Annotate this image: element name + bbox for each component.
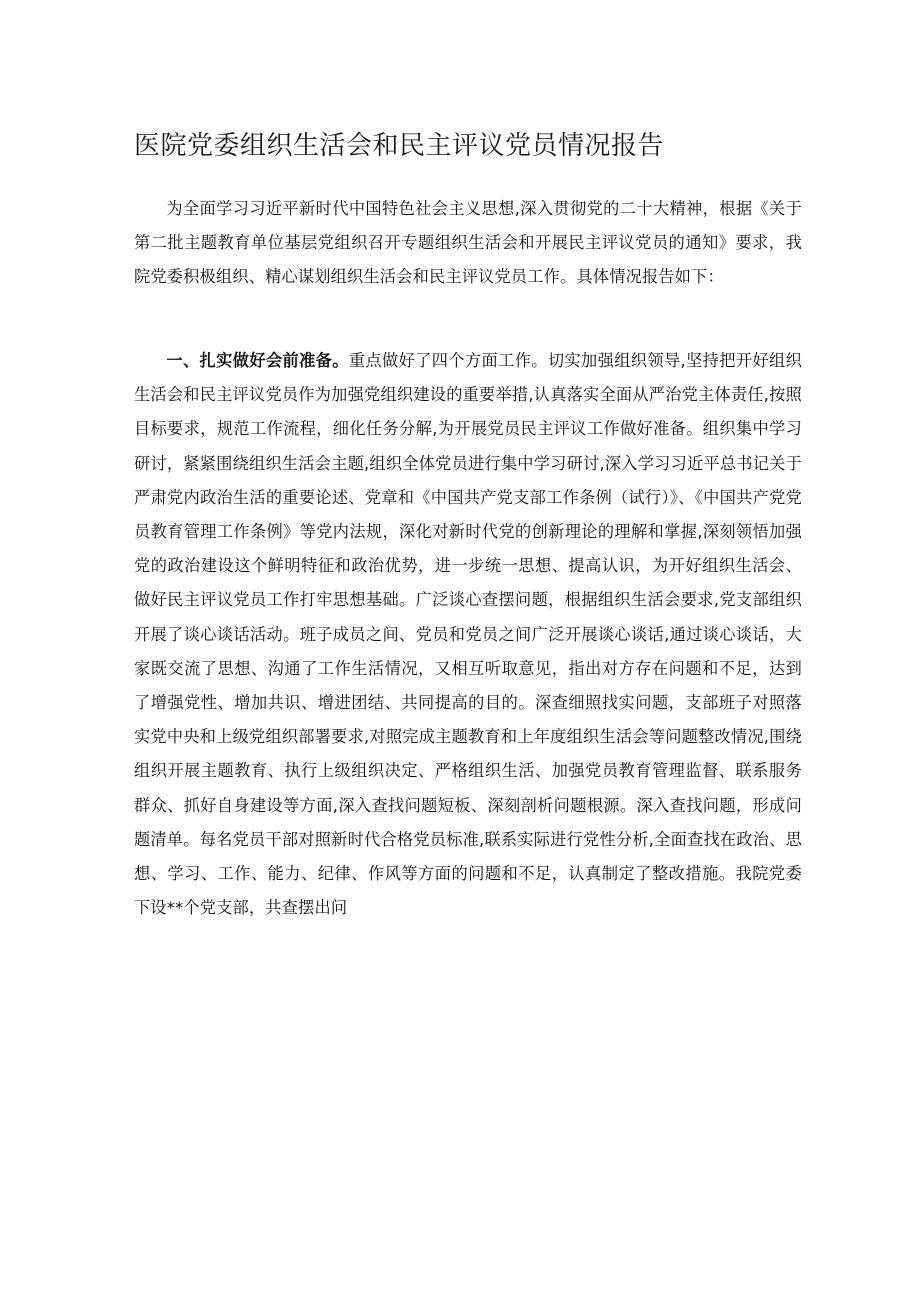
section-1-paragraph [134,344,802,1164]
intro-paragraph: 为全面学习习近平新时代中国特色社会主义思想,深入贯彻党的二十大精神，根据《关于第二批主题教育单位基层党组织召开专题组织生活会和开展民主评议党员的通知》要求，我院党委积极组织、精心谋划组织生活会和民主评议党员工作。具体情况报告如下： [134,199,802,287]
section-1-body: 重点做好了四个方面工作。切实加强组织领导,坚持把开好组织生活会和民主评议党员作为加强党组织建设的重要举措,认真落实全面从严治党主体责任,按照目标要求，规范工作流程，细化任务分解,为开展党员民主评议工作做好准备。组织集中学习研讨，紧紧围绕组织生活会主题,组织全体党员进行集中学习研讨,深入学习习近平总书记关于严肃党内政治生活的重要论述、党章和《中国共产党支部工作条例（试行）》、《中国共产党党员教育管理工作条例》等党内法规，深化对新时代党的创新理论的理解和掌握,深刻领悟加强党的政治建设这个鲜明特征和政治优势，进一步统一思想、提高认识，为开好组织生活会、做好民主评议党员工作打牢思想基础。广泛谈心查摆问题，根据组织生活会要求,党支部组织开展了谈心谈话活动。班子成员之间、党员和党员之间广泛开展谈心谈话,通过谈心谈话，大家既交流了思想、沟通了工作生活情况，又相互听取意见，指出对方存在问题和不足，达到了增强党性、增加共识、增进团结、共同提高的目的。深查细照找实问题，支部班子对照落实党中央和上级党组织部署要求,对照完成主题教育和上年度组织生活会等问题整改情况,围绕组织开展主题教育、执行上级组织决定、严格组织生活、加强党员教育管理监督、联系服务群众、抓好自身建设等方面,深入查找问题短板、深刻剖析问题根源。深入查找问题，形成问题清单。每名党员干部对照新时代合格党员标准,联系实际进行党性分析,全面查找在政治、思想、学习、工作、能力、纪律、作风等方面的问题和不足，认真制定了整改措施。我院党委下设**个党支部，共查摆出问 [134,351,802,918]
section-1-heading: 一、扎实做好会前准备。 [166,351,349,370]
document-title: 医院党委组织生活会和民主评议党员情况报告 [134,131,665,161]
